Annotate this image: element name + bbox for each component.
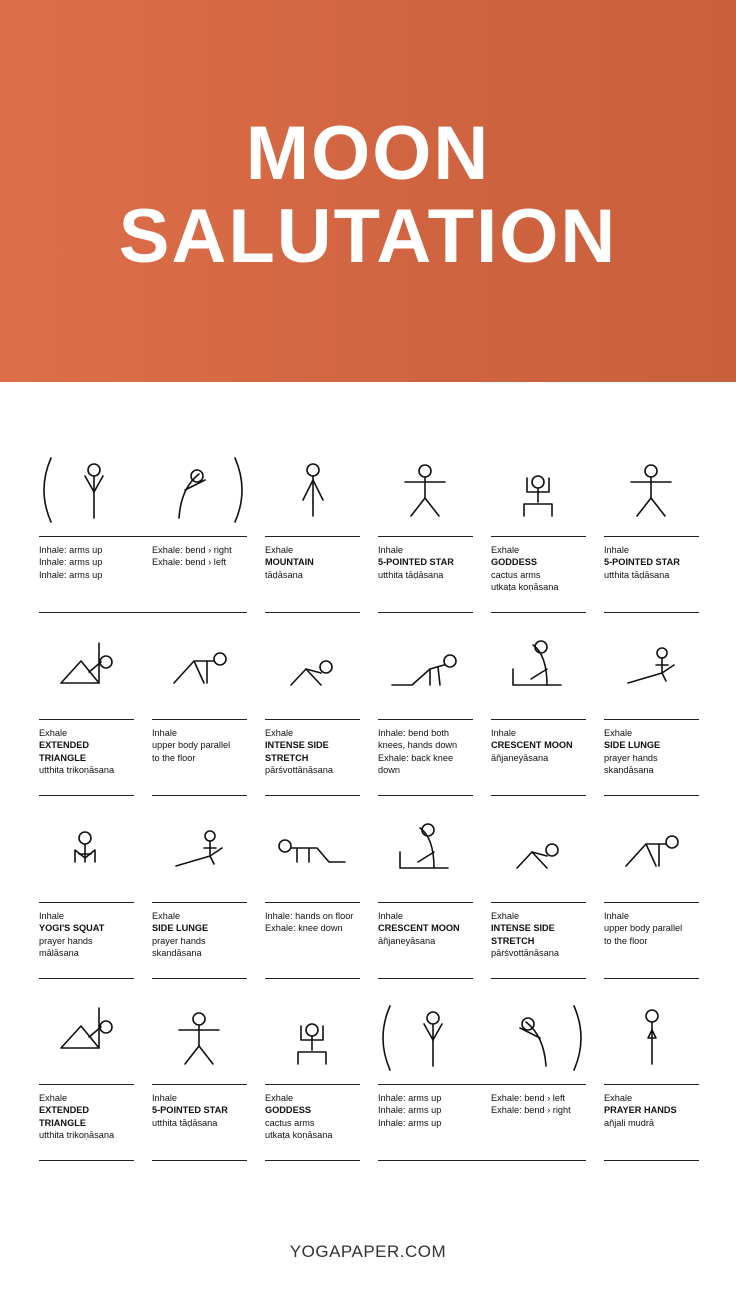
- breath-cue: Exhale: [604, 1093, 633, 1103]
- divider: [491, 612, 586, 613]
- breath-cue: Inhale: arms up: [39, 557, 103, 568]
- page-title-line-2: SALUTATION: [118, 194, 618, 279]
- side-lunge-icon: [152, 818, 247, 903]
- divider: [604, 612, 699, 613]
- extended-triangle-icon: [39, 1000, 134, 1085]
- breath-cue: Exhale: bend › left: [491, 1093, 566, 1103]
- goddess-pose-icon: [265, 1000, 360, 1085]
- pose-name: 5-POINTED STAR: [152, 1105, 228, 1116]
- divider: [604, 1160, 699, 1161]
- five-pointed-star-icon: [378, 452, 473, 537]
- breath-cues-left: [378, 1092, 478, 1129]
- divider: [378, 1160, 586, 1161]
- breath-cue: Exhale: [604, 728, 633, 738]
- pose-sanskrit: cactus arms utkaṭa koṇāsana: [491, 569, 559, 593]
- pose-sanskrit: pārśvottānāsana: [265, 765, 333, 776]
- breath-cue: Exhale: bend › left: [152, 557, 227, 568]
- prayer-hands-icon: [604, 1000, 699, 1085]
- pose-sanskrit: āñjaneyāsana: [491, 752, 549, 763]
- standing-arms-up-and-side-bend-icon: [378, 1000, 586, 1085]
- divider: [604, 795, 699, 796]
- pose-sanskrit: utthita tāḍāsana: [378, 569, 444, 580]
- side-lunge-icon: [604, 635, 699, 720]
- pose-name: PRAYER HANDS: [604, 1105, 677, 1116]
- breath-cue: Inhale: arms up: [378, 1117, 442, 1128]
- breath-cue: Exhale: [265, 728, 294, 738]
- pose-caption: [39, 727, 134, 777]
- breath-cue: Inhale: hands on floor Exhale: knee down: [265, 911, 354, 934]
- pose-sanskrit: upper body parallel to the floor: [152, 740, 231, 763]
- breath-cue: Inhale: arms up: [39, 545, 103, 555]
- divider: [265, 1160, 360, 1161]
- upper-body-parallel-icon: [604, 818, 699, 903]
- divider: [152, 978, 247, 979]
- divider: [604, 978, 699, 979]
- divider: [39, 795, 134, 796]
- pose-name: YOGI'S SQUAT: [39, 923, 105, 934]
- title-banner: [0, 0, 736, 382]
- breath-cue: Inhale: [152, 1093, 178, 1103]
- breath-cue: Inhale: [378, 545, 404, 555]
- extended-triangle-icon: [39, 635, 134, 720]
- pose-caption: [265, 544, 360, 581]
- pose-name: CRESCENT MOON: [491, 740, 573, 751]
- pose-caption: [152, 910, 247, 960]
- breath-cue: Inhale: arms up: [378, 1105, 442, 1116]
- pose-sequence-grid: [0, 382, 736, 1232]
- pose-name: EXTENDED TRIANGLE: [39, 1105, 90, 1128]
- pose-caption: [604, 910, 699, 947]
- pose-name: CRESCENT MOON: [378, 923, 460, 934]
- divider: [378, 795, 473, 796]
- divider: [265, 795, 360, 796]
- pose-caption: [39, 1092, 134, 1142]
- breath-cue: Inhale: [604, 911, 630, 921]
- pose-caption: [265, 727, 360, 777]
- mountain-pose-icon: [265, 452, 360, 537]
- pose-name: MOUNTAIN: [265, 557, 314, 568]
- pose-sanskrit: pārśvottānāsana: [491, 948, 559, 959]
- divider: [491, 978, 586, 979]
- breath-cue: Exhale: [152, 911, 181, 921]
- pose-sanskrit: cactus arms utkaṭa koṇāsana: [265, 1117, 333, 1141]
- bend-knees-hands-down-icon: [378, 635, 473, 720]
- pose-name: 5-POINTED STAR: [378, 557, 454, 568]
- pose-sanskrit: utthita tāḍāsana: [152, 1117, 218, 1128]
- breath-cue: Exhale: [39, 728, 68, 738]
- five-pointed-star-icon: [604, 452, 699, 537]
- divider: [39, 1160, 134, 1161]
- pose-sanskrit: utthita tāḍāsana: [604, 569, 670, 580]
- breath-cues-left: [39, 544, 139, 581]
- five-pointed-star-icon: [152, 1000, 247, 1085]
- divider: [491, 795, 586, 796]
- breath-cue: Inhale: [604, 545, 630, 555]
- pose-caption: [39, 910, 134, 960]
- pose-caption: [152, 1092, 247, 1129]
- pose-name: EXTENDED TRIANGLE: [39, 740, 90, 763]
- divider: [39, 612, 247, 613]
- breath-cue: Exhale: [491, 545, 520, 555]
- pose-sanskrit: āñjaneyāsana: [378, 935, 436, 946]
- breath-cue: Exhale: bend › right: [491, 1105, 571, 1116]
- pose-caption: [604, 727, 699, 777]
- pose-sanskrit: utthita trikoṇāsana: [39, 1130, 115, 1141]
- pose-sanskrit: upper body parallel to the floor: [604, 923, 683, 946]
- breath-cue: Exhale: [265, 1093, 294, 1103]
- pose-name: INTENSE SIDE STRETCH: [265, 740, 329, 763]
- pose-name: SIDE LUNGE: [152, 923, 209, 934]
- pose-caption: [491, 544, 586, 594]
- divider: [265, 978, 360, 979]
- pose-caption: [265, 1092, 360, 1142]
- breath-cue: Exhale: bend › right: [152, 545, 232, 555]
- hands-on-floor-knee-down-icon: [265, 818, 360, 903]
- divider: [152, 1160, 247, 1161]
- page-title-line-1: MOON: [245, 111, 491, 196]
- pose-sanskrit: prayer hands mālāsana: [39, 935, 93, 959]
- site-footer: YOGAPAPER.COM: [289, 1242, 447, 1261]
- crescent-moon-icon: [378, 818, 473, 903]
- breath-cue: Exhale: [39, 1093, 68, 1103]
- pose-sanskrit: prayer hands skandāsana: [604, 752, 658, 776]
- breath-cue: Inhale: arms up: [378, 1093, 442, 1103]
- breath-cue: Inhale: arms up: [39, 569, 103, 580]
- pose-name: INTENSE SIDE STRETCH: [491, 923, 555, 946]
- breath-cues-right: [152, 544, 252, 569]
- divider: [378, 978, 473, 979]
- pose-name: 5-POINTED STAR: [604, 557, 680, 568]
- pose-caption: [152, 727, 247, 764]
- pose-name: GODDESS: [491, 557, 537, 568]
- breath-cue: Exhale: [491, 911, 520, 921]
- pose-caption: [378, 910, 473, 947]
- pose-sanskrit: añjali mudrā: [604, 1117, 655, 1128]
- divider: [378, 612, 473, 613]
- divider: [152, 795, 247, 796]
- goddess-pose-icon: [491, 452, 586, 537]
- breath-cue: Inhale: [378, 911, 404, 921]
- upper-body-parallel-icon: [152, 635, 247, 720]
- pose-caption: [604, 544, 699, 581]
- breath-cue: Inhale: bend both knees, hands down Exhale: back knee down: [378, 728, 458, 776]
- standing-arms-up-and-side-bend-icon: [39, 452, 247, 537]
- pose-caption: [378, 544, 473, 581]
- divider: [265, 612, 360, 613]
- pose-sanskrit: tāḍāsana: [265, 569, 303, 580]
- intense-side-stretch-icon: [491, 818, 586, 903]
- pose-sanskrit: prayer hands skandāsana: [152, 935, 206, 959]
- intense-side-stretch-icon: [265, 635, 360, 720]
- divider: [39, 978, 134, 979]
- pose-caption: [265, 910, 360, 935]
- pose-caption: [378, 727, 473, 777]
- crescent-moon-icon: [491, 635, 586, 720]
- breath-cue: Inhale: [39, 911, 65, 921]
- pose-sanskrit: utthita trikoṇāsana: [39, 765, 115, 776]
- breath-cue: Inhale: [491, 728, 517, 738]
- pose-name: GODDESS: [265, 1105, 311, 1116]
- pose-caption: [491, 910, 586, 960]
- breath-cues-right: [491, 1092, 591, 1117]
- pose-name: SIDE LUNGE: [604, 740, 661, 751]
- breath-cue: Inhale: [152, 728, 178, 738]
- pose-caption: [604, 1092, 699, 1129]
- pose-caption: [491, 727, 586, 764]
- breath-cue: Exhale: [265, 545, 294, 555]
- yogis-squat-icon: [39, 818, 134, 903]
